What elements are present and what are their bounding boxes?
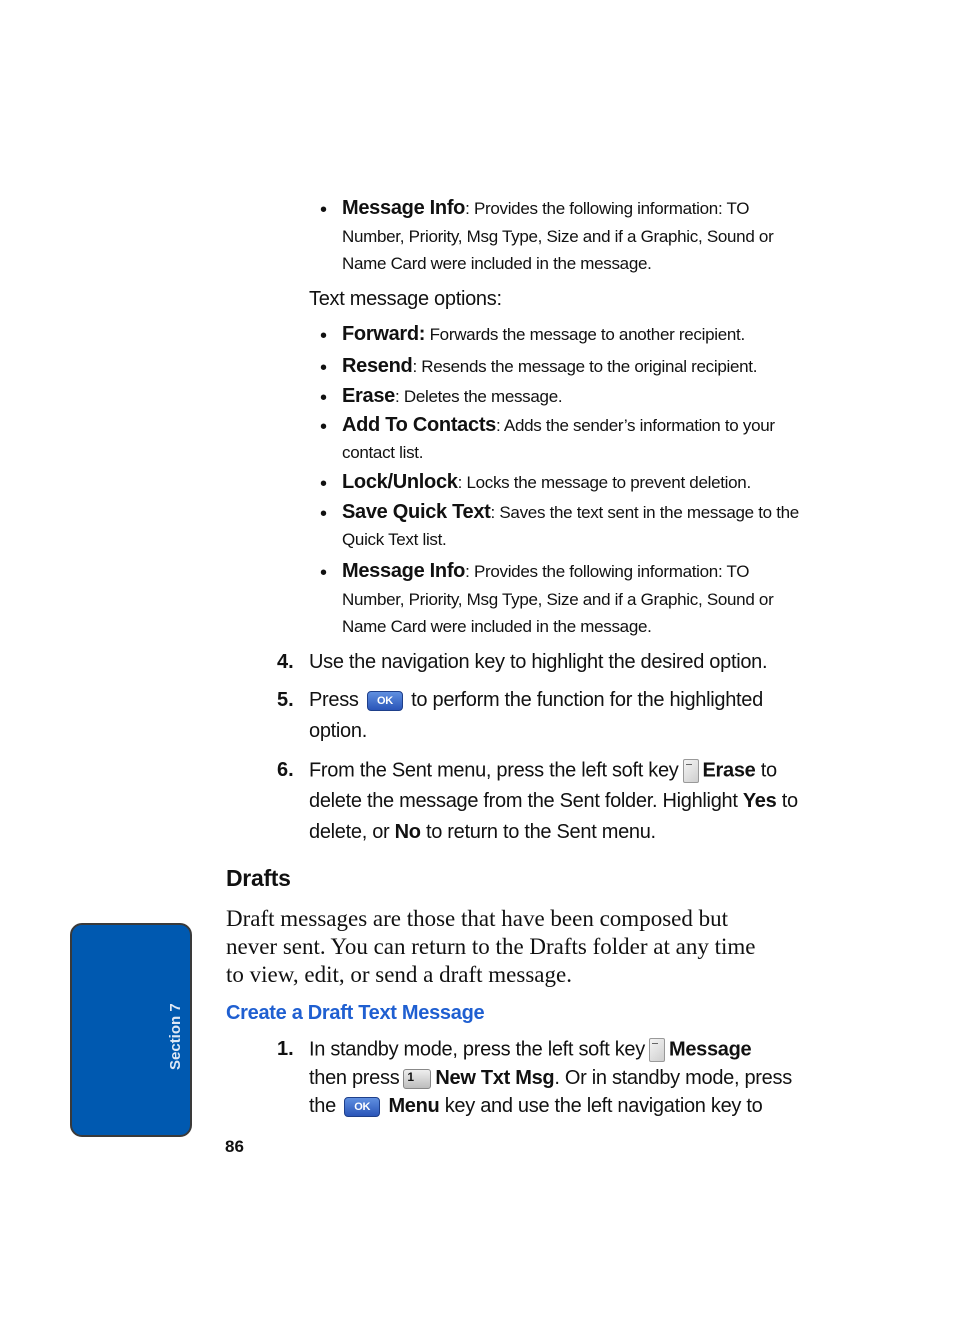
step-keyword: Erase	[702, 759, 756, 782]
bullet-text-line: Number, Priority, Msg Type, Size and if a Graphic, Sound or	[342, 227, 774, 246]
bullet-text: : Provides the following information: TO	[465, 199, 750, 218]
bullet-lock-unlock	[342, 471, 751, 494]
bullet-dot: •	[320, 503, 328, 525]
bullet-text: : Resends the message to the original recipient.	[412, 357, 758, 376]
bullet-term: Add To Contacts	[342, 414, 497, 436]
step-4-text: Use the navigation key to highlight the desired option.	[309, 651, 768, 673]
bullet-dot: •	[320, 416, 328, 438]
step-keyword: No	[394, 821, 421, 843]
step-6-text-line2	[309, 790, 798, 813]
drafts-paragraph-line: never sent. You can return to the Drafts folder at any time	[226, 934, 756, 959]
step-keyword: Menu	[388, 1095, 440, 1117]
left-soft-key-icon	[649, 1038, 665, 1062]
step-5-text	[309, 689, 763, 712]
bullet-text: Forwards the message to another recipient.	[425, 325, 745, 344]
section-tab-label: Section 7	[167, 1003, 184, 1070]
step-number: 4.	[277, 651, 294, 673]
bullet-dot: •	[320, 357, 328, 379]
step-text: . Or in standby mode, press	[554, 1067, 792, 1089]
drafts-heading: Drafts	[226, 865, 291, 891]
bullet-text-line: Number, Priority, Msg Type, Size and if a Graphic, Sound or	[342, 590, 774, 609]
step-keyword: Message	[668, 1038, 752, 1061]
bullet-term: Lock/Unlock	[342, 471, 458, 493]
bullet-text: : Locks the message to prevent deletion.	[457, 473, 751, 492]
bullet-text: : Deletes the message.	[395, 387, 563, 406]
ok-key-icon: OK	[367, 691, 403, 711]
step-1-text	[309, 1038, 751, 1062]
bullet-text: : Saves the text sent in the message to the	[490, 503, 799, 522]
drafts-paragraph-line: Draft messages are those that have been composed but	[226, 906, 728, 931]
step-text: to return to the Sent menu.	[420, 821, 656, 843]
step-text: then press	[309, 1067, 400, 1089]
page-number: 86	[225, 1137, 244, 1156]
bullet-text-line: Name Card were included in the message.	[342, 617, 652, 636]
step-1-text-line2	[309, 1067, 792, 1090]
bullet-message-info	[342, 560, 749, 583]
bullet-save-quick-text	[342, 501, 799, 524]
bullet-term: Message Info	[342, 197, 466, 219]
bullet-term: Erase	[342, 385, 395, 407]
one-key-icon: 1	[403, 1069, 431, 1089]
step-number: 5.	[277, 689, 294, 711]
step-5-text-line2: option.	[309, 720, 367, 742]
step-6-text	[309, 759, 777, 783]
step-text: delete, or	[309, 821, 395, 843]
bullet-erase	[342, 385, 562, 408]
bullet-dot: •	[320, 199, 328, 221]
step-1-text-line3	[309, 1095, 762, 1118]
step-text: In standby mode, press the left soft key	[309, 1038, 645, 1061]
bullet-dot: •	[320, 562, 328, 584]
bullet-text-line: contact list.	[342, 443, 424, 462]
step-number: 6.	[277, 759, 294, 781]
step-text: Press	[309, 689, 359, 711]
bullet-dot: •	[320, 473, 328, 495]
step-text: to	[755, 759, 777, 782]
create-draft-subheading: Create a Draft Text Message	[226, 1002, 485, 1024]
drafts-paragraph-line: to view, edit, or send a draft message.	[226, 962, 572, 987]
bullet-message-info-top	[342, 197, 749, 220]
left-soft-key-icon	[683, 759, 699, 783]
step-text: to perform the function for the highlighted	[411, 689, 763, 711]
bullet-dot: •	[320, 325, 328, 347]
bullet-forward	[342, 323, 745, 346]
bullet-text: : Adds the sender’s information to your	[496, 416, 775, 435]
step-text: From the Sent menu, press the left soft key	[309, 759, 679, 782]
step-text: delete the message from the Sent folder. Highlight	[309, 790, 743, 812]
bullet-dot: •	[320, 387, 328, 409]
bullet-resend	[342, 355, 757, 378]
bullet-add-to-contacts	[342, 414, 775, 437]
step-text: to	[776, 790, 798, 812]
step-text: key and use the left navigation key to	[439, 1095, 763, 1117]
step-6-text-line3	[309, 821, 656, 844]
bullet-text-line: Quick Text list.	[342, 530, 447, 549]
step-keyword: Yes	[742, 790, 777, 812]
bullet-term: Resend	[342, 355, 413, 377]
step-number: 1.	[277, 1038, 294, 1060]
bullet-term: Save Quick Text	[342, 501, 491, 523]
ok-key-icon: OK	[344, 1097, 380, 1117]
text-options-label: Text message options:	[309, 288, 502, 310]
bullet-term: Message Info	[342, 560, 466, 582]
step-text: the	[309, 1095, 336, 1117]
bullet-term: Forward:	[342, 323, 426, 345]
bullet-text: : Provides the following information: TO	[465, 562, 750, 581]
step-keyword: New Txt Msg	[435, 1067, 555, 1089]
bullet-text-line: Name Card were included in the message.	[342, 254, 652, 273]
